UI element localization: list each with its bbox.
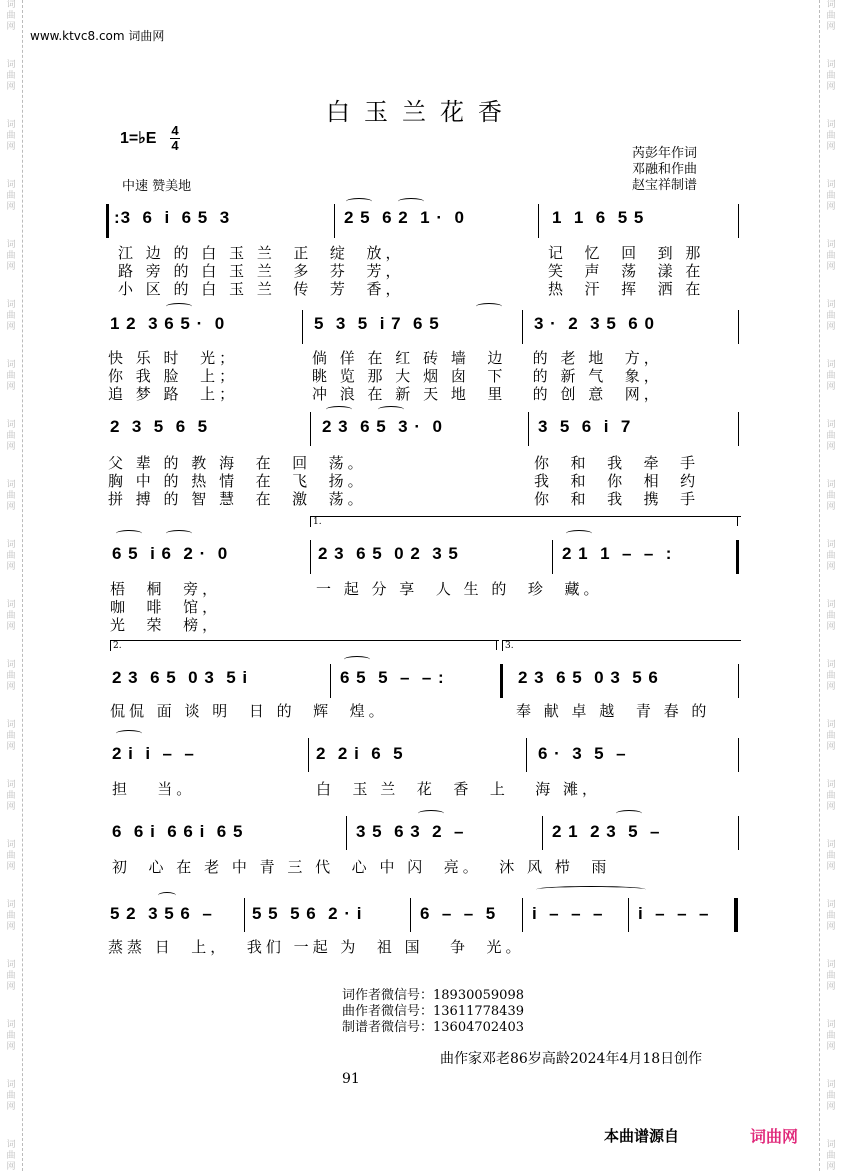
tempo-marking: 中速 赞美地 <box>122 179 192 194</box>
slur <box>476 303 502 310</box>
watermark-mark: 词 曲 网 <box>6 0 16 32</box>
barline <box>738 816 739 850</box>
watermark-mark: 词 曲 网 <box>826 480 836 512</box>
barline <box>522 310 523 344</box>
measure-notes: 5 2 3 5 6 – <box>110 904 213 923</box>
repeat-end-bar <box>736 540 739 574</box>
final-bar <box>734 898 738 932</box>
volta-2 <box>110 640 499 651</box>
slur <box>166 303 192 310</box>
slur <box>158 892 176 899</box>
site-url[interactable]: www.ktvc8.com 词曲网 <box>30 29 165 43</box>
watermark-mark: 词 曲 网 <box>826 120 836 152</box>
lyric-verse-1b: 你 和 我 牵 手 <box>534 454 700 472</box>
barline <box>738 204 739 238</box>
watermark-mark: 词 曲 网 <box>826 900 836 932</box>
lyric-shared: 一 起 分 享 人 生 的 珍 藏。 <box>316 580 603 598</box>
lyric-verse-2b: 我 和 你 相 约 <box>534 472 700 490</box>
watermark-mark: 词 曲 网 <box>6 540 16 572</box>
lyric-verse-1: 梧 桐 旁， <box>110 580 222 598</box>
watermark-mark: 词 曲 网 <box>826 0 836 32</box>
slur <box>616 810 642 817</box>
watermark-mark: 词 曲 网 <box>6 780 16 812</box>
volta-label: 3. <box>505 641 514 651</box>
slur <box>566 530 592 537</box>
composer-wechat: 曲作者微信号：13611778439 <box>342 1004 524 1019</box>
watermark-mark: 词 曲 网 <box>6 660 16 692</box>
time-signature <box>170 124 180 153</box>
repeat-start-bar <box>106 204 109 238</box>
measure-notes: 5 3 5 i 7 6 5 <box>314 314 440 333</box>
watermark-mark: 词 曲 网 <box>826 180 836 212</box>
barline <box>334 204 335 238</box>
measure-notes: 6 6 i 6 6 i 6 5 <box>112 822 244 841</box>
barline <box>308 738 309 772</box>
arranger-credit: 赵宝祥制谱 <box>632 178 698 193</box>
barline <box>410 898 411 932</box>
barline <box>538 204 539 238</box>
key-signature: 1=♭E <box>120 130 157 147</box>
watermark-mark: 词 曲 网 <box>6 60 16 92</box>
repeat-end-bar <box>500 664 503 698</box>
barline <box>244 898 245 932</box>
watermark-mark: 词 曲 网 <box>6 600 16 632</box>
volta-1 <box>310 516 741 527</box>
slur <box>116 730 142 737</box>
barline <box>310 412 311 446</box>
left-margin-strip <box>0 0 23 1171</box>
barline <box>346 816 347 850</box>
barline <box>526 738 527 772</box>
measure-notes: :3 6 i 6 5 3 <box>114 208 231 227</box>
watermark-mark: 词 曲 网 <box>6 480 16 512</box>
measure-notes: 6 · 3 5 – <box>538 744 627 763</box>
watermark-mark: 词 曲 网 <box>826 60 836 92</box>
page-number: 91 <box>342 1071 360 1087</box>
watermark-mark: 词 曲 网 <box>826 660 836 692</box>
lyric-verse-2: 你 我 脸 上； <box>108 367 239 385</box>
arranger-wechat: 制谱者微信号：13604702403 <box>342 1020 524 1035</box>
watermark-mark: 词 曲 网 <box>826 720 836 752</box>
lyric-verse-3: 追 梦 路 上； <box>108 385 239 403</box>
measure-notes: 2 5 6 2 1 · 0 <box>344 208 465 227</box>
measure-notes: 2 3 6 5 0 3 5 6 <box>518 668 659 687</box>
watermark-mark: 词 曲 网 <box>6 960 16 992</box>
watermark-mark: 词 曲 网 <box>826 600 836 632</box>
lyric-line: 侃侃 面 谈 明 日 的 辉 煌。 <box>110 702 388 720</box>
watermark-mark: 词 曲 网 <box>826 300 836 332</box>
volta-label: 1. <box>313 517 322 527</box>
tie <box>536 886 646 893</box>
barline <box>738 664 739 698</box>
watermark-mark: 词 曲 网 <box>6 300 16 332</box>
measure-notes: i – – – <box>532 904 604 923</box>
watermark-mark: 词 曲 网 <box>6 240 16 272</box>
lyric-line: 奉 献 卓 越 青 春 的 <box>516 702 711 720</box>
lyric-verse-1: 父 辈 的 教 海 在 回 荡。 <box>108 454 367 472</box>
right-margin-strip <box>819 0 842 1171</box>
lyric-verse-3b: 冲 浪 在 新 天 地 里 的 创 意 网， <box>312 385 663 403</box>
watermark-mark: 词 曲 网 <box>826 840 836 872</box>
lyric-verse-2b: 笑 声 荡 漾 在 <box>548 262 705 280</box>
measure-notes: i – – – <box>638 904 710 923</box>
watermark-mark: 词 曲 网 <box>6 1140 16 1172</box>
measure-notes: 1 2 3 6 5 · 0 <box>110 314 226 333</box>
measure-notes: 3 5 6 3 2 – <box>356 822 465 841</box>
barline <box>738 738 739 772</box>
barline <box>738 412 739 446</box>
barline <box>552 540 553 574</box>
lyric-verse-1: 快 乐 时 光； <box>108 349 239 367</box>
measure-notes: 2 3 5 6 5 <box>110 417 209 436</box>
lyric-line: 担 当。 <box>112 780 196 798</box>
watermark-mark: 词 曲 网 <box>6 420 16 452</box>
slur <box>166 530 192 537</box>
barline <box>310 540 311 574</box>
lyric-verse-3: 光 荣 榜， <box>110 616 222 634</box>
lyric-line: 蒸蒸 日 上， 我们 一起 为 祖 国 争 光。 <box>108 938 525 956</box>
slur <box>418 810 444 817</box>
watermark-mark: 词 曲 网 <box>826 960 836 992</box>
measure-notes: 3 · 2 3 5 6 0 <box>534 314 655 333</box>
lyric-verse-1: 江 边 的 白 玉 兰 正 绽 放， <box>118 244 405 262</box>
watermark-mark: 词 曲 网 <box>6 180 16 212</box>
lyric-verse-3b: 热 汗 挥 洒 在 <box>548 280 705 298</box>
watermark-mark: 词 曲 网 <box>826 360 836 392</box>
measure-notes: 3 5 6 i 7 <box>538 417 632 436</box>
watermark-mark: 词 曲 网 <box>6 840 16 872</box>
lyric-verse-3: 拼 搏 的 智 慧 在 激 荡。 <box>108 490 367 508</box>
volta-end <box>737 516 738 526</box>
watermark-mark: 词 曲 网 <box>6 900 16 932</box>
lyric-verse-2: 咖 啡 馆， <box>110 598 222 616</box>
measure-notes: 6 – – 5 <box>420 904 497 923</box>
barline <box>330 664 331 698</box>
slur <box>116 530 142 537</box>
watermark-mark: 词 曲 网 <box>826 540 836 572</box>
measure-notes: 2 3 6 5 3 · 0 <box>322 417 443 436</box>
watermark-mark: 词 曲 网 <box>826 1020 836 1052</box>
slur <box>346 198 372 205</box>
barline <box>738 310 739 344</box>
composition-note: 曲作家邓老86岁高龄2024年4月18日创作 <box>440 1051 703 1067</box>
measure-notes: 2 1 2 3 5 – <box>552 822 661 841</box>
barline <box>628 898 629 932</box>
lyric-verse-1b: 记 忆 回 到 那 <box>548 244 705 262</box>
lyric-verse-3b: 你 和 我 携 手 <box>534 490 700 508</box>
watermark-mark: 词 曲 网 <box>6 1080 16 1112</box>
watermark-mark: 词 曲 网 <box>826 1080 836 1112</box>
lyric-verse-3: 小 区 的 白 玉 兰 传 芳 香， <box>118 280 405 298</box>
measure-notes: 2 i i – – <box>112 744 195 763</box>
barline <box>522 898 523 932</box>
measure-notes: 6 5 5 – – : <box>340 668 445 687</box>
measure-notes: 2 3 6 5 0 2 3 5 <box>318 544 459 563</box>
slur <box>326 406 352 413</box>
watermark-mark: 词 曲 网 <box>826 780 836 812</box>
watermark-mark: 词 曲 网 <box>826 420 836 452</box>
time-top: 4 <box>171 123 179 138</box>
measure-notes: 6 5 i 6 2 · 0 <box>112 544 229 563</box>
measure-notes: 1 1 6 5 5 <box>552 208 645 227</box>
barline <box>542 816 543 850</box>
lyric-line: 初 心 在 老 中 青 三 代 心 中 闪 亮。 沐 风 栉 雨 <box>112 858 611 876</box>
song-title: 白玉兰花香 <box>326 98 516 126</box>
watermark-mark: 词 曲 网 <box>826 1140 836 1172</box>
volta-end <box>496 640 497 650</box>
lyricist-credit: 芮彭年作词 <box>632 146 698 161</box>
time-bottom: 4 <box>171 138 179 153</box>
slur <box>398 198 424 205</box>
source-label: 本曲谱源自 <box>604 1127 680 1145</box>
lyric-verse-1b: 倘 佯 在 红 砖 墙 边 的 老 地 方， <box>312 349 663 367</box>
measure-notes: 5 5 5 6 2 · i <box>252 904 363 923</box>
measure-notes: 2 2 i 6 5 <box>316 744 404 763</box>
composer-credit: 邓融和作曲 <box>632 162 698 177</box>
barline <box>528 412 529 446</box>
watermark-mark: 词 曲 网 <box>6 360 16 392</box>
watermark-mark: 词 曲 网 <box>6 1020 16 1052</box>
volta-label: 2. <box>113 641 122 651</box>
watermark-mark: 词 曲 网 <box>826 240 836 272</box>
watermark-mark: 词 曲 网 <box>6 720 16 752</box>
brand-link[interactable]: 词曲网 <box>750 1127 799 1146</box>
measure-notes: 2 1 1 – – : <box>562 544 673 563</box>
slur <box>378 406 404 413</box>
lyric-line: 白 玉 兰 花 香 上 海 滩， <box>316 780 601 798</box>
lyric-verse-2b: 眺 览 那 大 烟 囱 下 的 新 气 象， <box>312 367 663 385</box>
watermark-mark: 词 曲 网 <box>6 120 16 152</box>
volta-3 <box>502 640 741 651</box>
lyric-verse-2: 胸 中 的 热 情 在 飞 扬。 <box>108 472 367 490</box>
barline <box>302 310 303 344</box>
lyric-verse-2: 路 旁 的 白 玉 兰 多 芬 芳， <box>118 262 405 280</box>
slur <box>344 656 370 663</box>
measure-notes: 2 3 6 5 0 3 5 i <box>112 668 249 687</box>
lyricist-wechat: 词作者微信号：18930059098 <box>342 988 524 1003</box>
